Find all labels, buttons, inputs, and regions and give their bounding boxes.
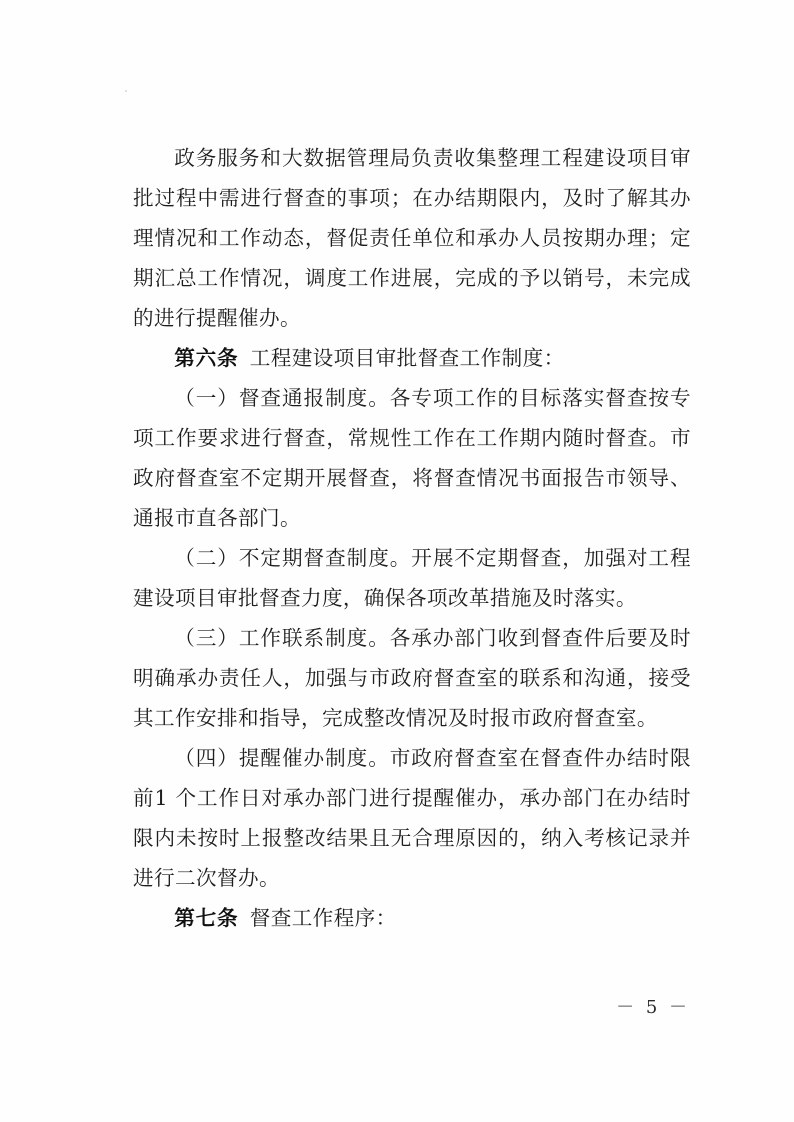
- document-body: [133, 138, 691, 938]
- article-six-label: 第六条: [174, 346, 239, 370]
- paragraph-text: （一）督查通报制度。各专项工作的目标落实督查按专项工作要求进行督查，常规性工作在工作期内随时督查。市政府督查室不定期开展督查，将督查情况书面报告市领导、通报市直各部门。: [133, 386, 691, 530]
- scan-artifact-speck: [125, 90, 127, 92]
- article-six-text: 工程建设项目审批督查工作制度：: [249, 346, 565, 370]
- paragraph-text: （二）不定期督查制度。开展不定期督查，加强对工程建设项目审批督查力度，确保各项改革措施及时落实。: [133, 546, 691, 610]
- page-number: － 5 －: [616, 997, 690, 1018]
- paragraph-item-four: [133, 738, 691, 898]
- article-seven-text: 督查工作程序：: [249, 906, 397, 930]
- paragraph-text: 政务服务和大数据管理局负责收集整理工程建设项目审批过程中需进行督查的事项；在办结期限内，及时了解其办理情况和工作动态，督促责任单位和承办人员按期办理；定期汇总工作情况，调度工作进展，完成的予以销号，未完成的进行提醒催办。: [133, 146, 691, 330]
- paragraph-text: （三）工作联系制度。各承办部门收到督查件后要及时明确承办责任人，加强与市政府督查室的联系和沟通，接受其工作安排和指导，完成整改情况及时报市政府督查室。: [133, 626, 691, 730]
- paragraph-governance-bureau-duties: [133, 138, 691, 338]
- article-seven-label: 第七条: [174, 906, 239, 930]
- paragraph-item-two: [133, 538, 691, 618]
- paragraph-item-three: [133, 618, 691, 738]
- paragraph-item-one: [133, 378, 691, 538]
- article-seven-heading: [133, 898, 691, 938]
- article-six-heading: [133, 338, 691, 378]
- paragraph-text: （四）提醒催办制度。市政府督查室在督查件办结时限前1 个工作日对承办部门进行提醒催办，承办部门在办结时限内未按时上报整改结果且无合理原因的，纳入考核记录并进行二次督办。: [133, 746, 691, 890]
